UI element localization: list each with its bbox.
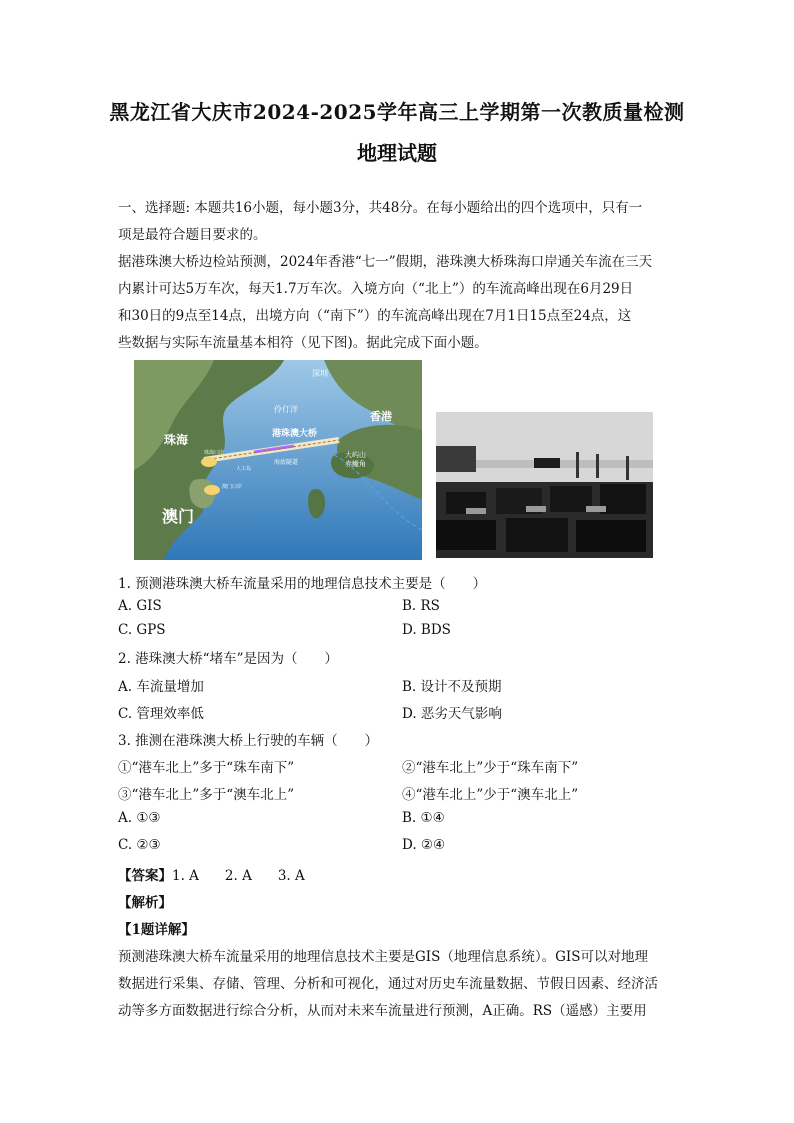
q2-option-c: C. 管理效率低 (118, 706, 204, 722)
bridge-map (134, 360, 422, 560)
analysis-line-2: 数据进行采集、存储、管理、分析和可视化，通过对历史车流量数据、节假日因素、经济活 (118, 976, 658, 992)
q1-option-c: C. GPS (118, 622, 166, 638)
q2-option-d: D. 恶劣天气影响 (402, 706, 502, 722)
q3-option-a: A. ①③ (118, 810, 161, 826)
q3-option-c: C. ②③ (118, 837, 161, 853)
page-subtitle: 地理试题 (357, 141, 437, 165)
analysis-label: 【解析】 (118, 895, 172, 911)
answer-3: 3. A (277, 868, 305, 884)
map-label-island: 人工岛 (236, 466, 252, 472)
map-label-zhuhai: 珠海 (164, 433, 189, 447)
section-intro-line-2: 项是最符合题目要求的。 (118, 227, 267, 243)
analysis-detail-label: 【1题详解】 (118, 922, 195, 938)
q3-option-d: D. ②④ (402, 837, 446, 853)
q3-statement-3: ③“港车北上”多于“澳车北上” (118, 787, 295, 803)
map-label-macau-port: 澳门口岸 (222, 484, 243, 490)
q2-option-b: B. 设计不及预期 (402, 679, 502, 695)
q2-stem: 2. 港珠澳大桥“堵车”是因为（ ） (118, 651, 338, 667)
map-label-macau: 澳门 (162, 507, 195, 526)
map-label-hongkong: 香港 (370, 410, 392, 423)
traffic-photo-graphic (436, 412, 653, 558)
map-label-lingdingyang: 伶仃洋 (274, 405, 298, 414)
q3-statement-4: ④“港车北上”少于“澳车北上” (402, 787, 579, 803)
map-label-tunnel: 海底隧道 (274, 459, 299, 466)
bridge-map-figure (134, 360, 422, 560)
q1-stem: 1. 预测港珠澳大桥车流量采用的地理信息技术主要是（ ） (118, 576, 487, 592)
answer-label: 【答案】 (118, 868, 172, 884)
page-title: 黑龙江省大庆市2024-2025学年高三上学期第一次教质量检测 (109, 100, 685, 124)
passage-line-3: 和30日的9点至14点，出境方向（“南下”）的车流高峰出现在7月1日15点至24点，这 (118, 308, 632, 324)
q1-option-d: D. BDS (402, 622, 451, 638)
answer-1: 1. A (172, 868, 199, 884)
q3-option-b: B. ①④ (402, 810, 445, 826)
passage-line-1: 据港珠澳大桥边检站预测，2024年香港“七一”假期，港珠澳大桥珠海口岸通关车流在三天 (118, 254, 653, 270)
macau-port-marker (204, 485, 220, 495)
q1-option-a: A. GIS (118, 598, 162, 614)
map-label-lantau: 大屿山 (345, 451, 366, 459)
passage-line-4: 些数据与实际车流量基本相符（见下图)。据此完成下面小题。 (118, 335, 488, 351)
section-intro-line-1: 一、选择题: 本题共16小题，每小题3分，共48分。在每小题给出的四个选项中，只有一 (118, 200, 643, 216)
analysis-line-3: 动等多方面数据进行综合分析，从而对未来车流量进行预测，A正确。RS（遥感）主要用 (118, 1003, 647, 1019)
q3-statement-1: ①“港车北上”多于“珠车南下” (118, 760, 295, 776)
zhuhai-port-marker (201, 457, 217, 467)
q1-option-b: B. RS (402, 598, 440, 614)
answer-row (118, 864, 305, 884)
q2-option-a: A. 车流量增加 (118, 679, 204, 695)
answer-2: 2. A (224, 868, 252, 884)
map-label-shenzhen: 深圳 (312, 369, 328, 378)
map-label-chek: 赤鱲角 (345, 460, 366, 468)
q3-stem: 3. 推测在港珠澳大桥上行驶的车辆（ ） (118, 733, 379, 749)
analysis-line-1: 预测港珠澳大桥车流量采用的地理信息技术主要是GIS（地理信息系统）。GIS可以对地理 (118, 949, 648, 965)
q3-statement-2: ②“港车北上”少于“珠车南下” (402, 760, 579, 776)
map-label-zhuhai-port: 珠海口岸 (204, 450, 225, 456)
passage-line-2: 内累计可达5万车次，每天1.7万车次。入境方向（“北上”）的车流高峰出现在6月29日 (118, 281, 634, 297)
map-label-bridge: 港珠澳大桥 (272, 429, 318, 439)
traffic-photo (436, 412, 653, 558)
